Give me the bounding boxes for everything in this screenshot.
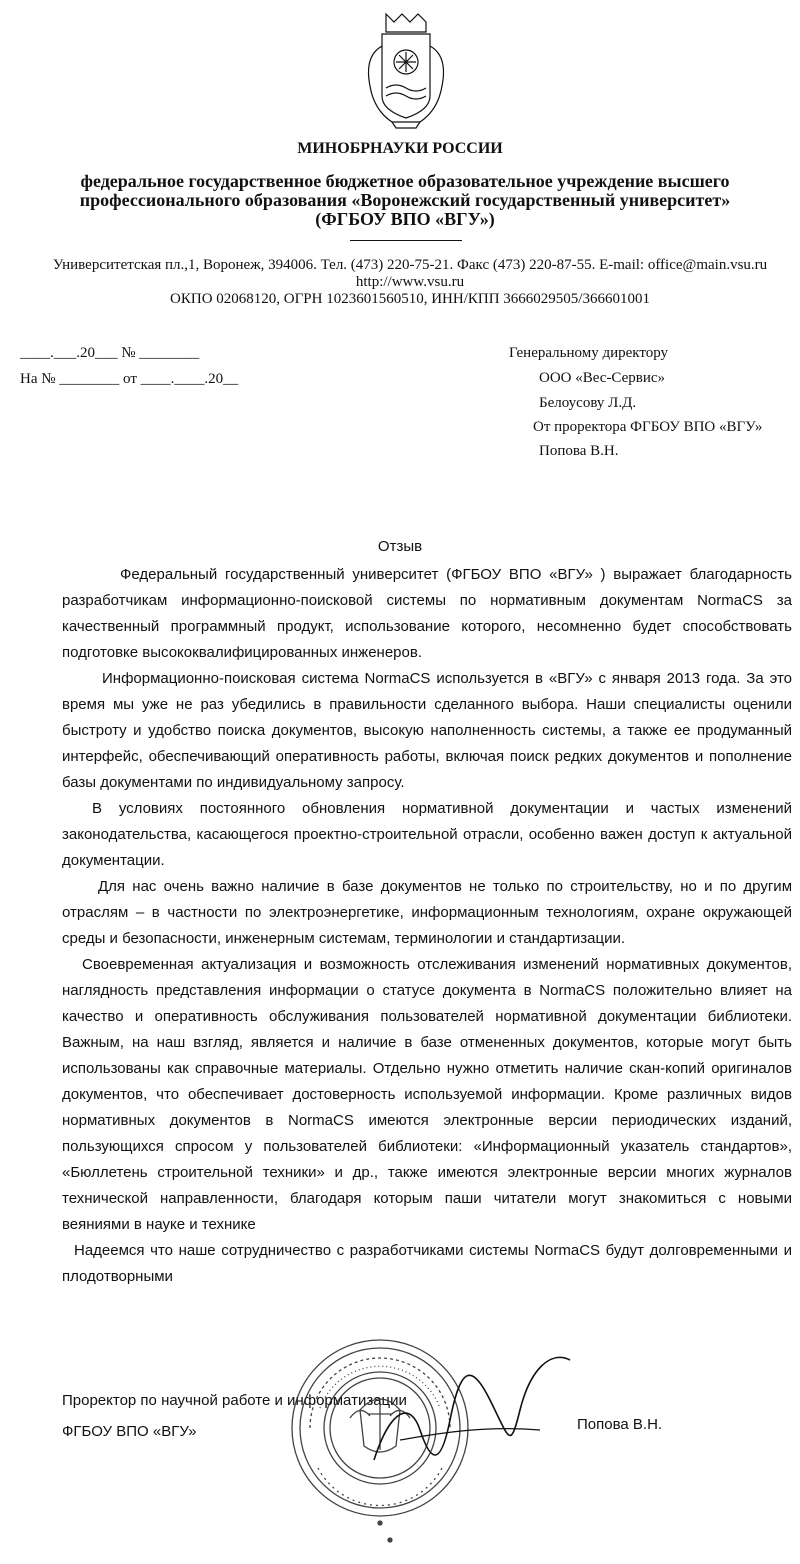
outgoing-date-number: ____.___.20___ № ________ <box>20 345 200 361</box>
signatory-title: Проректор по научной работе и информатизации <box>62 1392 407 1409</box>
body-paragraph: Информационно-поисковая система NormaCS используется в «ВГУ» с января 2013 года. За это время мы уже не раз убедились в правильности сделанного выбора. Наши специалисты оценили быстроту и удобство поиска документов, высокую наполненность системы, а также ее продуманный интерфейс, обеспечивающий оперативность работы, включая поиск редких документов и пополнение базы документами по индивидуальному запросу. <box>62 670 792 791</box>
body-paragraph: Своевременная актуализация и возможность отслеживания изменений нормативных документов, наглядность представления информации о статусе документа в NormaCS положительно влияет на качество и оперативность обслуживания пользователей нормативной документации библиотеки. Важным, на наш взгляд, является и наличие в базе отмененных документов, которые могут быть использованы как справочные материалы. Отдельно нужно отметить наличие скан-копий оригиналов документов, что обеспечивает достоверность используемой информации. Кроме различных видов нормативных документов в NormaCS имеются электронные версии периодических изданий, пользующихся спросом у пользователей библиотеки: «Информационный указатель стандартов», «Бюллетень строительной техники» и др., также имеются электронные версии многих журналов технической направленности, благодаря которым паши читатели могут знакомиться с новыми веяниями в науке и технике <box>62 956 792 1233</box>
body-paragraph: В условиях постоянного обновления нормативной документации и частых изменений законодательства, касающегося проектно-строительной отрасли, особенно важен доступ к актуальной документации. <box>62 800 792 869</box>
header-divider <box>350 240 462 241</box>
address-line: Университетская пл.,1, Воронеж, 394006. Тел. (473) 220-75-21. Факс (473) 220-87-55. E-mail: office@main.vsu.ru <box>52 257 768 273</box>
body-paragraph: Надеемся что наше сотрудничество с разработчиками системы NormaCS будут долговременными и плодотворными <box>62 1242 792 1285</box>
body-paragraph: Для нас очень важно наличие в базе документов не только по строительству, но и по другим отраслям – в частности по электроэнергетике, информационным технологиям, охране окружающей среды и безопасности, инженерным системам, терминологии и стандартизации. <box>62 878 792 947</box>
reference-date-number: На № ________ от ____.____.20__ <box>20 371 239 387</box>
letter-title: Отзыв <box>377 538 423 555</box>
addressee-name: Белоусову Л.Д. <box>539 395 637 411</box>
org-line: профессионального образования «Воронежский государственный университет» <box>79 190 731 210</box>
letter-body <box>62 562 792 1290</box>
ministry-name: МИНОБРНАУКИ РОССИИ <box>297 140 503 157</box>
addressee-company: ООО «Вес-Сервис» <box>539 370 666 386</box>
sender-name: Попова В.Н. <box>539 443 619 459</box>
contact-details <box>20 257 800 308</box>
handwritten-signature-icon <box>370 1340 580 1480</box>
signatory-organization: ФГБОУ ВПО «ВГУ» <box>62 1423 197 1440</box>
addressee-position: Генеральному директору <box>509 345 669 361</box>
signatory-name: Попова В.Н. <box>577 1416 663 1433</box>
body-paragraph: Федеральный государственный университет (ФГБОУ ВПО «ВГУ» ) выражает благодарность разработчикам информационно-поисковой системы по нормативным документам NormaCS за качественный программный продукт, использование которого, несомненно будет способствовать подготовке высококвалифицированных инженеров. <box>62 566 792 661</box>
registry-codes-line: ОКПО 02068120, ОГРН 1023601560510, ИНН/КПП 3666029505/366601001 <box>170 291 650 307</box>
coat-of-arms-icon <box>356 6 456 130</box>
sender-position: От проректора ФГБОУ ВПО «ВГУ» <box>533 419 763 435</box>
organization-name <box>40 172 770 229</box>
org-line: федеральное государственное бюджетное образовательное учреждение высшего <box>80 171 730 191</box>
website-line: http://www.vsu.ru <box>355 274 465 290</box>
org-abbreviation: (ФГБОУ ВПО «ВГУ») <box>315 209 495 229</box>
